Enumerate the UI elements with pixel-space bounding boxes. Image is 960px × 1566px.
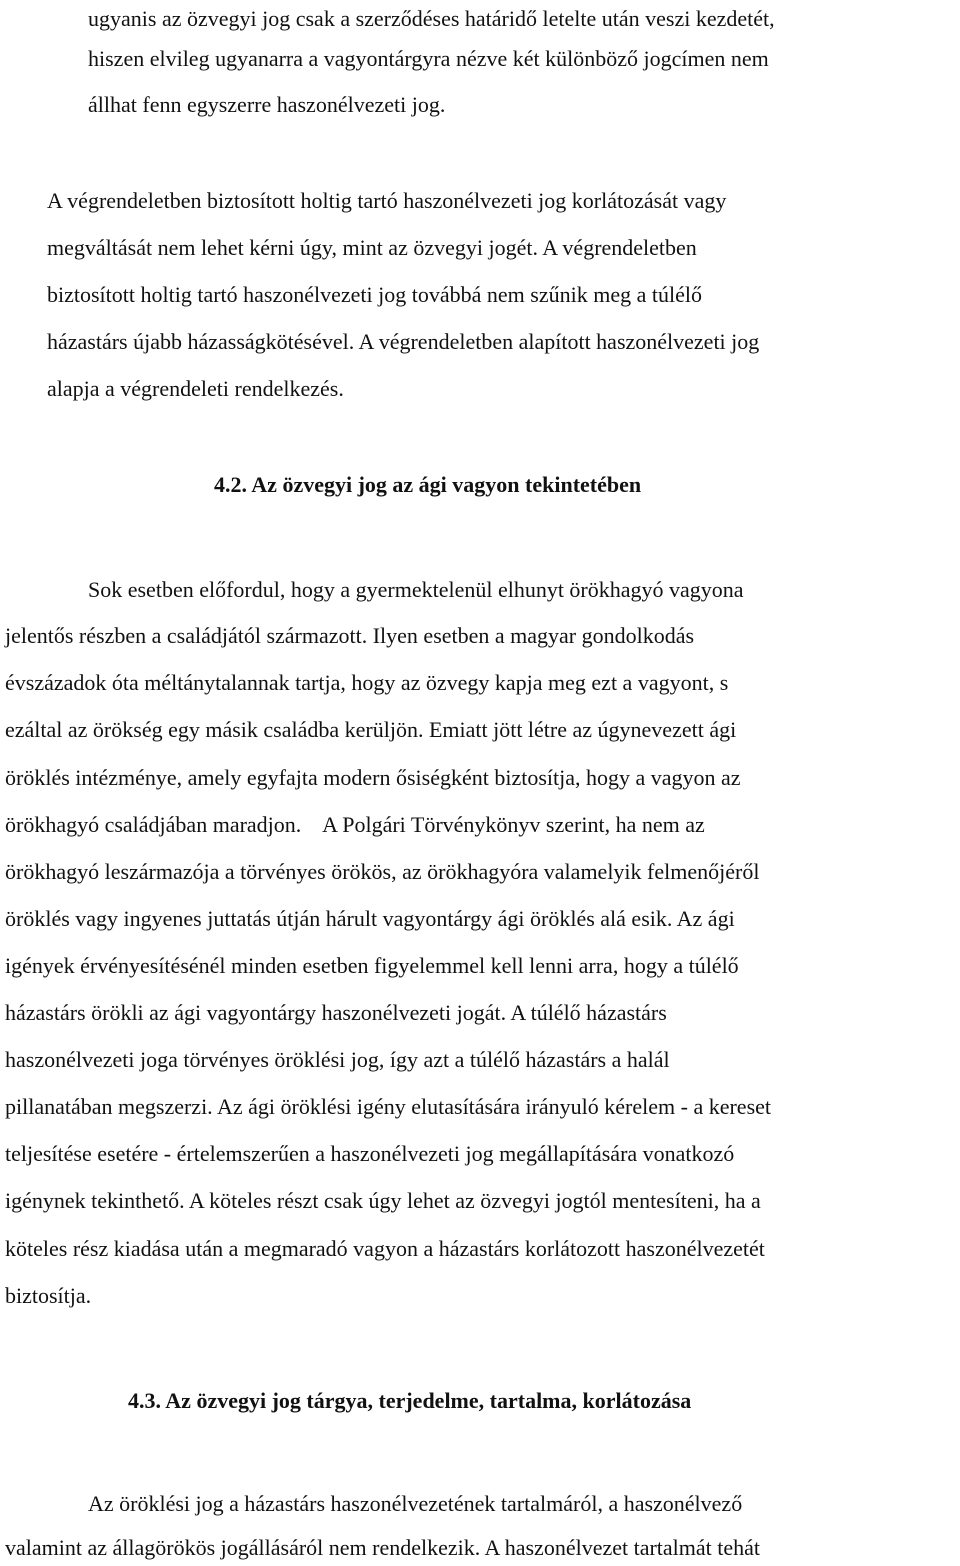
text-line: öröklés vagy ingyenes juttatás útján hárult vagyontárgy ági öröklés alá esik. Az ági	[5, 906, 735, 931]
text-line: haszonélvezeti joga törvényes öröklési jog, így azt a túlélő házastárs a halál	[5, 1047, 670, 1072]
text-line: pillanatában megszerzi. Az ági öröklési igény elutasítására irányuló kérelem - a kereset	[5, 1094, 772, 1119]
text-line: ugyanis az özvegyi jog csak a szerződéses határidő letelte után veszi kezdetét,	[88, 6, 775, 31]
text-line: házastárs újabb házasságkötésével. A végrendeletben alapított haszonélvezeti jog	[47, 329, 760, 354]
text-line: jelentős részben a családjától származott. Ilyen esetben a magyar gondolkodás	[5, 623, 695, 648]
text-line: ezáltal az örökség egy másik családba kerüljön. Emiatt jött létre az úgynevezett ági	[5, 717, 737, 742]
text-line: biztosítja.	[5, 1283, 92, 1308]
text-line: házastárs örökli az ági vagyontárgy haszonélvezeti jogát. A túlélő házastárs	[5, 1000, 667, 1025]
section-heading: 4.3. Az özvegyi jog tárgya, terjedelme, tartalma, korlátozása	[128, 1388, 692, 1413]
section-heading: 4.2. Az özvegyi jog az ági vagyon tekintetében	[214, 472, 642, 497]
text-line: igénynek tekinthető. A köteles részt csak úgy lehet az özvegyi jogtól mentesíteni, ha a	[5, 1188, 761, 1213]
text-line: örökhagyó családjában maradjon. A Polgári Törvénykönyv szerint, ha nem az	[5, 812, 705, 837]
text-line: öröklés intézménye, amely egyfajta modern ősiségként biztosítja, hogy a vagyon az	[5, 765, 741, 790]
text-line: köteles rész kiadása után a megmaradó vagyon a házastárs korlátozott haszonélvezetét	[5, 1236, 765, 1261]
text-line: megváltását nem lehet kérni úgy, mint az özvegyi jogét. A végrendeletben	[47, 235, 697, 260]
text-line: hiszen elvileg ugyanarra a vagyontárgyra nézve két különböző jogcímen nem	[88, 46, 769, 71]
text-line: Az öröklési jog a házastárs haszonélvezetének tartalmáról, a haszonélvező	[88, 1491, 743, 1516]
text-line: évszázadok óta méltánytalannak tartja, hogy az özvegy kapja meg ezt a vagyont, s	[5, 670, 729, 695]
text-line: örökhagyó leszármazója a törvényes örökös, az örökhagyóra valamelyik felmenőjéről	[5, 859, 760, 884]
text-line: A végrendeletben biztosított holtig tartó haszonélvezeti jog korlátozását vagy	[47, 188, 727, 213]
text-line: igények érvényesítésénél minden esetben figyelemmel kell lenni arra, hogy a túlélő	[5, 953, 739, 978]
text-line: állhat fenn egyszerre haszonélvezeti jog.	[88, 92, 446, 117]
text-line: teljesítése esetére - értelemszerűen a haszonélvezeti jog megállapítására vonatkozó	[5, 1141, 735, 1166]
text-line: alapja a végrendeleti rendelkezés.	[47, 376, 344, 401]
text-line: valamint az állagörökös jogállásáról nem rendelkezik. A haszonélvezet tartalmát tehát	[5, 1535, 761, 1560]
text-line: biztosított holtig tartó haszonélvezeti jog továbbá nem szűnik meg a túlélő	[47, 282, 702, 307]
text-line: Sok esetben előfordul, hogy a gyermektelenül elhunyt örökhagyó vagyona	[88, 577, 744, 602]
